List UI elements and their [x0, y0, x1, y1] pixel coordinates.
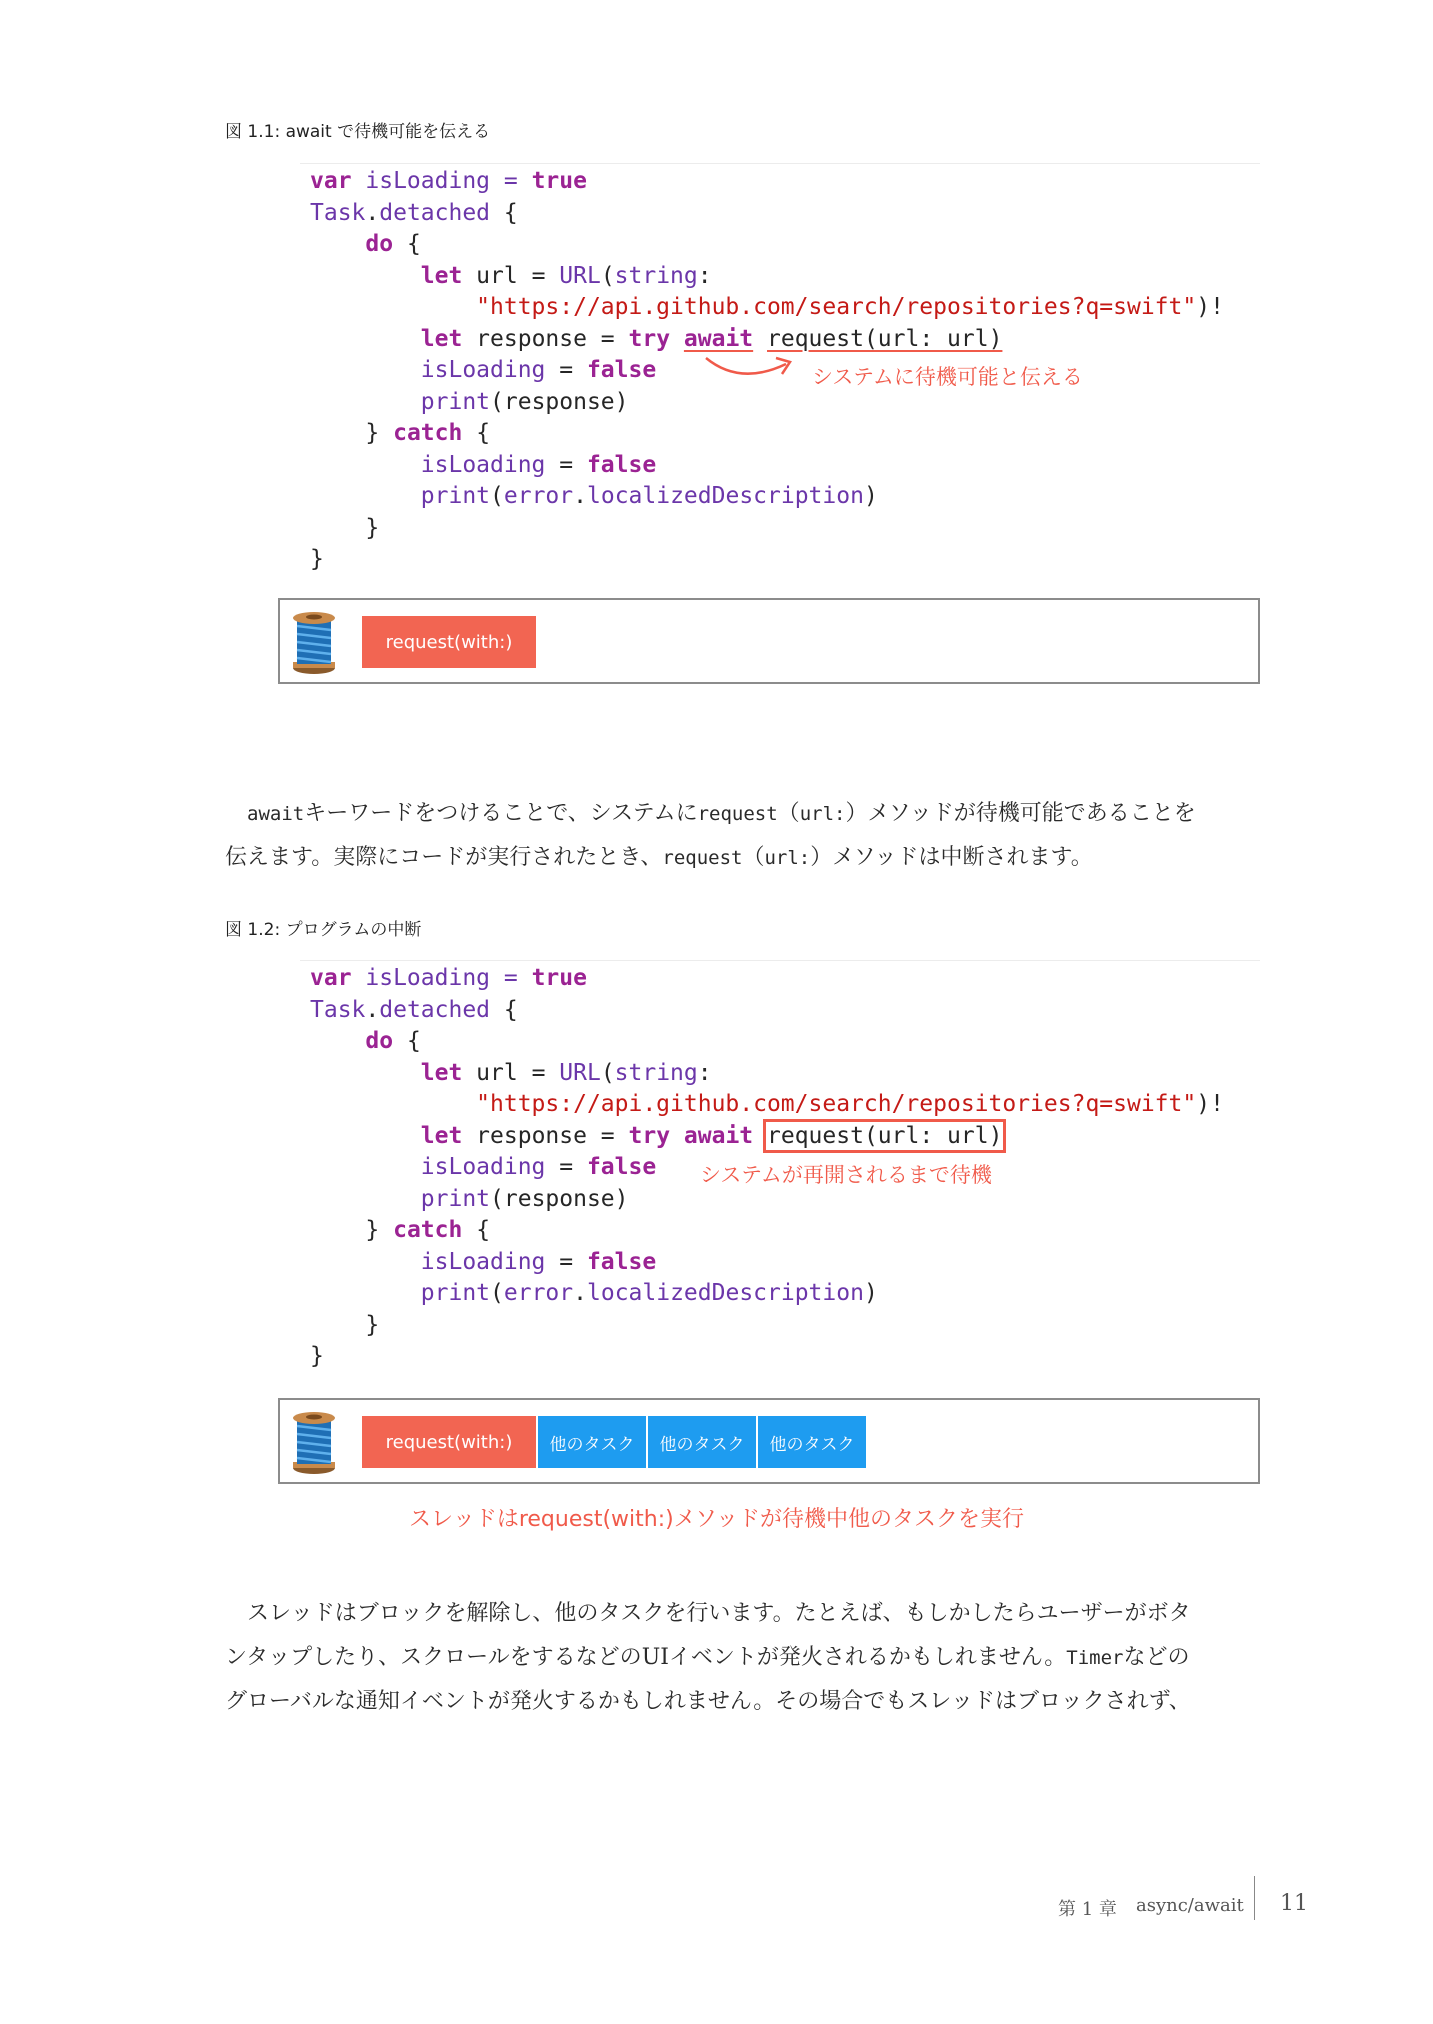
code-block-1: [300, 163, 1260, 604]
code-token: "https://api.github.com/search/repositories?q=swift": [476, 1091, 1197, 1117]
code-token: isLoading: [420, 357, 546, 383]
code-token: URL: [559, 262, 601, 289]
code-token: false: [586, 357, 657, 383]
paragraph-2-line-2: [225, 1636, 1315, 1680]
text: （: [742, 845, 765, 870]
text: ）メソッドは中断されます。: [810, 845, 1093, 870]
code-token: }: [310, 546, 324, 572]
code-token: =: [545, 1248, 587, 1275]
code-token: detached: [379, 199, 491, 226]
code-token: isLoading =: [351, 168, 532, 194]
paragraph-1: [225, 792, 1315, 880]
text: グローバルな通知イベントが発火するかもしれません。その場合でもスレッドはブロックされず、: [225, 1689, 1191, 1714]
inline-code: url:: [799, 803, 846, 825]
text: イベントが発火されるかもしれません。: [668, 1645, 1067, 1670]
code-token: (response): [490, 1185, 629, 1212]
code-token: true: [531, 168, 587, 194]
code-token: )!: [1196, 294, 1224, 320]
code-token: [753, 1123, 767, 1149]
code-token: print: [420, 388, 491, 415]
code-token: var: [310, 168, 352, 194]
code-token: }: [365, 420, 394, 446]
code-token: ): [863, 1280, 878, 1306]
code-token: }: [365, 1217, 394, 1243]
code-token: [670, 326, 684, 352]
code-token: let: [420, 1059, 463, 1086]
code-token: [670, 1123, 684, 1149]
paragraph-2-line-1: [225, 1592, 1315, 1636]
code-token: :: [697, 1059, 712, 1086]
code-token: do: [365, 1028, 394, 1054]
paragraph-1-line-1: [225, 792, 1315, 836]
code-token: :: [697, 262, 712, 289]
code-block-2: [300, 960, 1260, 1401]
code-token: let: [420, 262, 463, 289]
task-block-other: 他のタスク: [648, 1416, 756, 1468]
code-token: (: [490, 1280, 504, 1306]
inline-code: request: [662, 847, 743, 869]
code-token: catch: [393, 420, 463, 446]
code-token: )!: [1196, 1091, 1224, 1117]
code-token: .: [365, 199, 380, 226]
text: UI: [641, 1645, 669, 1670]
code-token: url =: [462, 1059, 560, 1086]
await-keyword-highlight: await: [683, 325, 754, 352]
code-token: error: [503, 483, 574, 509]
inline-code: await: [247, 803, 305, 825]
code-token: }: [310, 1343, 324, 1369]
code-token: localizedDescription: [587, 483, 864, 509]
page-number: 11: [1280, 1891, 1308, 1916]
code-token: string: [614, 1059, 698, 1086]
code-token: Task: [310, 996, 366, 1023]
code-token: response =: [462, 1122, 629, 1149]
inline-code: request: [697, 803, 778, 825]
request-call-highlight-box: request(url: url): [767, 1122, 1003, 1149]
code-token: false: [586, 1154, 657, 1180]
code-token: let: [420, 1122, 463, 1149]
code-token: true: [531, 965, 587, 991]
code-token: {: [462, 1217, 491, 1243]
task-block-other: 他のタスク: [538, 1416, 646, 1468]
code-token: print: [420, 1280, 491, 1306]
code-token: error: [503, 1280, 574, 1306]
paragraph-2-line-3: [225, 1680, 1315, 1724]
inline-code: url:: [764, 847, 811, 869]
code-token: isLoading: [420, 451, 546, 478]
task-block-request: request(with:): [362, 616, 536, 668]
code-token: (: [490, 483, 504, 509]
figure-2-caption: 図 1.2: プログラムの中断: [225, 920, 422, 940]
curved-arrow-icon: [700, 352, 800, 392]
text: ）メソッドが待機可能であることを: [845, 801, 1196, 826]
task-block-request: request(with:): [362, 1416, 536, 1468]
thread-diagram-1: [278, 598, 1260, 684]
code-token: (: [600, 262, 615, 289]
code-token: .: [573, 1280, 587, 1306]
figure-1-caption: 図 1.1: await で待機可能を伝える: [225, 122, 491, 142]
paragraph-1-line-2: [225, 836, 1315, 880]
code-token: isLoading =: [351, 965, 532, 991]
code-token: }: [365, 1311, 380, 1338]
code-token: =: [545, 451, 587, 478]
text: などの: [1123, 1645, 1190, 1670]
code-token: [753, 326, 767, 352]
code-token: response =: [462, 325, 629, 352]
thread-diagram-2: [278, 1398, 1260, 1484]
paragraph-2: [225, 1592, 1315, 1724]
code-token: URL: [559, 1059, 601, 1086]
code-token: }: [365, 514, 380, 541]
code-token: {: [490, 199, 518, 226]
text: ンタップしたり、スクロールをするなどの: [225, 1645, 642, 1670]
code-token: isLoading: [420, 1248, 546, 1275]
text: 伝えます。実際にコードが実行されたとき、: [225, 845, 663, 870]
code-token: await: [683, 1122, 754, 1149]
code-token: {: [393, 231, 421, 257]
text: スレッドはブロックを解除し、他のタスクを行います。たとえば、もしかしたらユーザーがボタ: [247, 1601, 1191, 1626]
code-token: false: [586, 1248, 657, 1275]
code-token: try: [628, 325, 671, 352]
code-token: url =: [462, 262, 560, 289]
code-token: try: [628, 1122, 671, 1149]
footer-divider: [1254, 1876, 1255, 1920]
footer-chapter: 第 1 章: [1058, 1899, 1117, 1920]
code-token: catch: [393, 1217, 463, 1243]
code-token: {: [490, 996, 518, 1023]
code-token: (: [600, 1059, 615, 1086]
code-token: print: [420, 1185, 491, 1212]
request-call-underline: request(url: url): [767, 325, 1003, 352]
code-token: =: [545, 357, 587, 383]
code-token: localizedDescription: [587, 1280, 864, 1306]
code-token: ): [863, 483, 878, 509]
annotation-wait-until-resume: システムが再開されるまで待機: [700, 1163, 992, 1187]
code-token: {: [462, 420, 491, 446]
code-token: {: [393, 1028, 421, 1054]
code-token: string: [614, 262, 698, 289]
thread-caption: スレッドはrequest(with:)メソッドが待機中他のタスクを実行: [409, 1507, 1024, 1532]
code-token: .: [573, 483, 587, 509]
code-token: let: [420, 325, 463, 352]
footer-title: async/await: [1136, 1895, 1244, 1916]
code-token: false: [586, 451, 657, 478]
code-token: isLoading: [420, 1154, 546, 1180]
code-token: print: [420, 483, 491, 509]
thread-spool-icon: [292, 1410, 336, 1474]
code-token: =: [545, 1154, 587, 1180]
code-token: detached: [379, 996, 491, 1023]
code-token: (response): [490, 388, 629, 415]
annotation-wait-possible: システムに待機可能と伝える: [812, 365, 1083, 389]
code-token: Task: [310, 199, 366, 226]
task-block-other: 他のタスク: [758, 1416, 866, 1468]
text: キーワードをつけることで、システムに: [304, 801, 698, 826]
code-token: "https://api.github.com/search/repositories?q=swift": [476, 294, 1197, 320]
code-token: var: [310, 965, 352, 991]
code-token: do: [365, 231, 394, 257]
code-token: .: [365, 996, 380, 1023]
text: （: [777, 801, 800, 826]
inline-code: Timer: [1066, 1647, 1124, 1669]
thread-spool-icon: [292, 610, 336, 674]
